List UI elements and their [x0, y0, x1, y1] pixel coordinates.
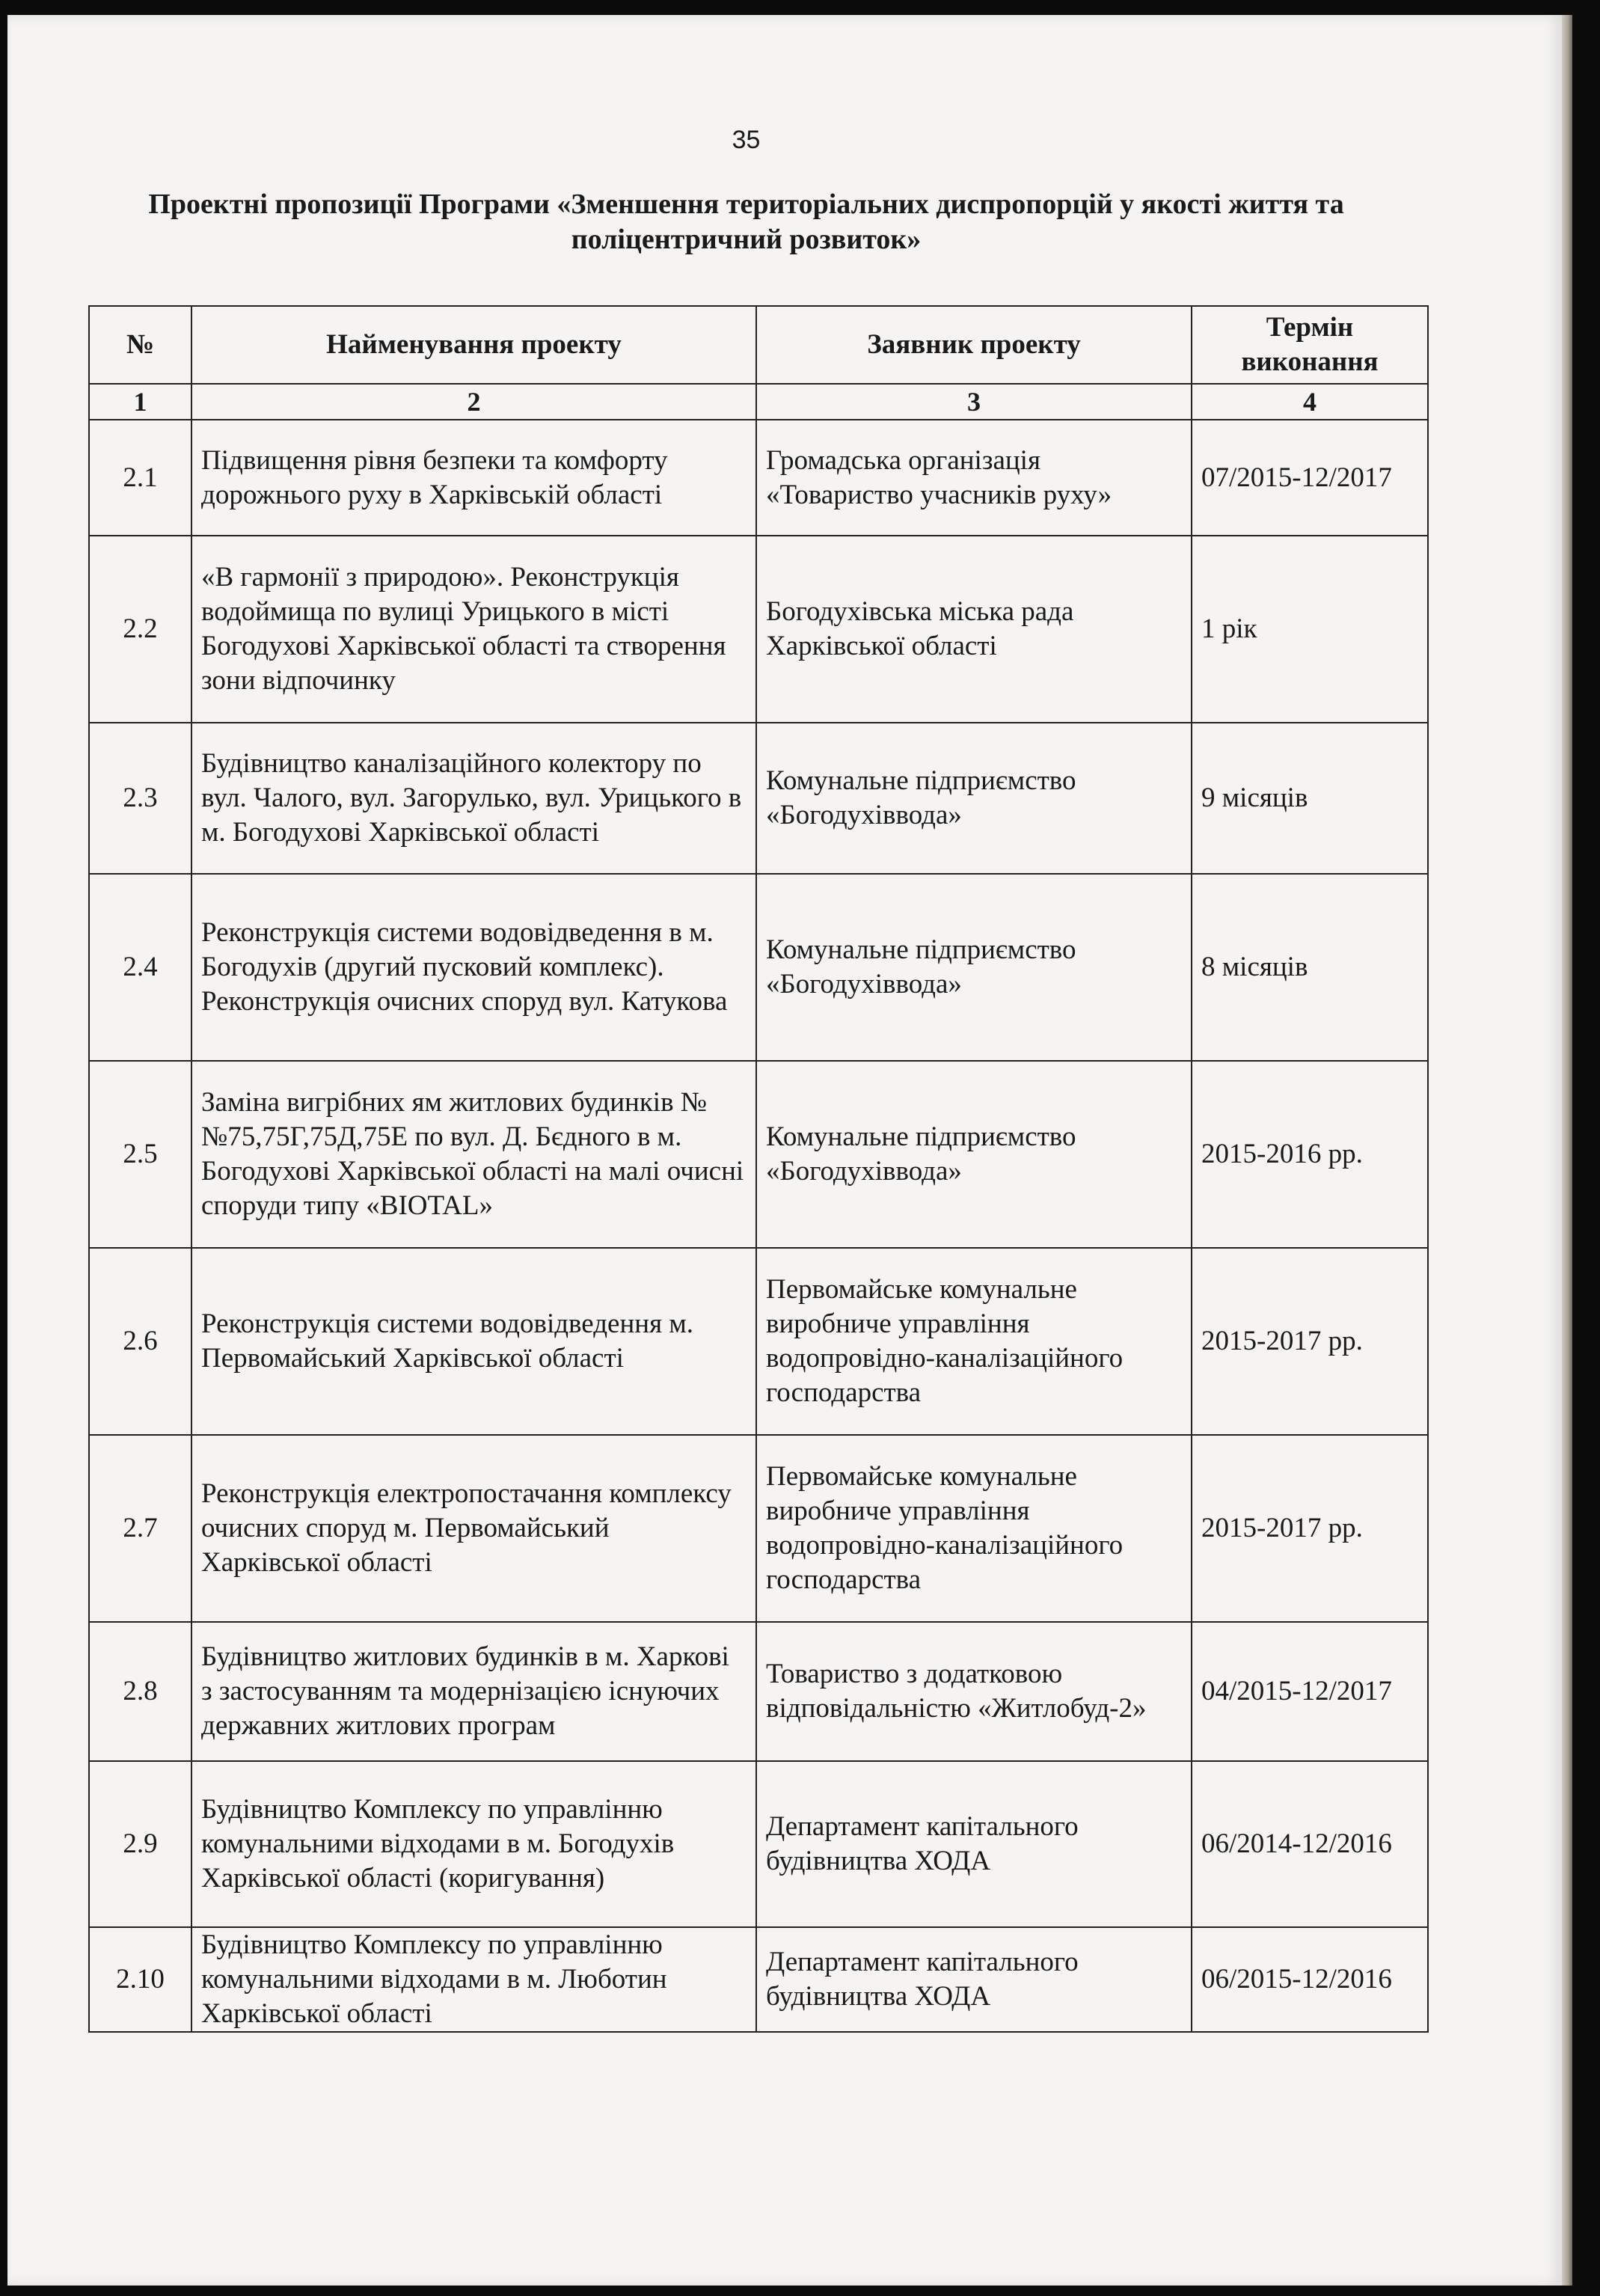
project-name: Підвищення рівня безпеки та комфорту дорожнього руху в Харківській області [191, 420, 756, 536]
project-term: 2015-2016 рр. [1192, 1061, 1428, 1248]
column-number: 4 [1192, 384, 1428, 420]
project-term: 06/2015-12/2016 [1192, 1927, 1428, 2032]
project-applicant: Комунальне підприємство «Богодухівводa» [756, 874, 1192, 1061]
table-row [89, 536, 1428, 723]
row-number: 2.7 [89, 1435, 191, 1622]
header-term: Термін виконання [1192, 306, 1428, 384]
project-applicant: Товариство з додатковою відповідальністю «Житлобуд-2» [756, 1622, 1192, 1761]
project-applicant: Комунальне підприємство «Богодухівводa» [756, 723, 1192, 874]
table-row [89, 1248, 1428, 1435]
project-name: Реконструкція системи водовідведення в м. Богодухів (другий пусковий комплекс). Реконструкція очисних споруд вул. Катукова [191, 874, 756, 1061]
project-term: 8 місяців [1192, 874, 1428, 1061]
project-applicant: Громадська організація «Товариство учасників руху» [756, 420, 1192, 536]
project-term: 07/2015-12/2017 [1192, 420, 1428, 536]
row-number: 2.9 [89, 1761, 191, 1927]
project-applicant: Богодухівська міська рада Харківської області [756, 536, 1192, 723]
project-name: Будівництво Комплексу по управлінню комунальними відходами в м. Богодухів Харківської області (коригування) [191, 1761, 756, 1927]
project-name: Будівництво житлових будинків в м. Харкові з застосуванням та модернізацією існуючих державних житлових програм [191, 1622, 756, 1761]
project-name: Реконструкція системи водовідведення м. Первомайський Харківської області [191, 1248, 756, 1435]
project-name: Будівництво Комплексу по управлінню комунальними відходами в м. Люботин Харківської області [191, 1927, 756, 2032]
table-row [89, 874, 1428, 1061]
document-title: Проектні пропозиції Програми «Зменшення територіальних диспропорцій у якості життя та поліцентричний розвиток» [148, 189, 1344, 255]
header-applicant: Заявник проекту [756, 306, 1192, 384]
project-applicant: Комунальне підприємство «Богодухівводa» [756, 1061, 1192, 1248]
table-header-row [89, 306, 1428, 384]
row-number: 2.4 [89, 874, 191, 1061]
project-term: 04/2015-12/2017 [1192, 1622, 1428, 1761]
row-number: 2.8 [89, 1622, 191, 1761]
row-number: 2.6 [89, 1248, 191, 1435]
column-number-row [89, 384, 1428, 420]
row-number: 2.2 [89, 536, 191, 723]
header-project-name: Найменування проекту [191, 306, 756, 384]
project-name: Будівництво каналізаційного колектору по вул. Чалого, вул. Загорулько, вул. Урицького в м. Богодухові Харківської області [191, 723, 756, 874]
table-row [89, 420, 1428, 536]
column-number: 1 [89, 384, 191, 420]
project-applicant: Департамент капітального будівництва ХОДА [756, 1761, 1192, 1927]
table-row [89, 1061, 1428, 1248]
table-row [89, 1761, 1428, 1927]
project-name: Реконструкція електропостачання комплексу очисних споруд м. Первомайський Харківської області [191, 1435, 756, 1622]
table-row [89, 723, 1428, 874]
column-number: 3 [756, 384, 1192, 420]
row-number: 2.1 [89, 420, 191, 536]
column-number: 2 [191, 384, 756, 420]
project-applicant: Департамент капітального будівництва ХОДА [756, 1927, 1192, 2032]
project-term: 2015-2017 рр. [1192, 1248, 1428, 1435]
row-number: 2.3 [89, 723, 191, 874]
page-edge [1562, 15, 1572, 2286]
project-name: «В гармонії з природою». Реконструкція водоймища по вулиці Урицького в місті Богодухові Харківської області та створення зони відпочинку [191, 536, 756, 723]
projects-table [88, 305, 1429, 2033]
project-term: 2015-2017 рр. [1192, 1435, 1428, 1622]
page-number: 35 [732, 126, 761, 154]
project-applicant: Первомайське комунальне виробниче управління водопровідно-каналізаційного господарства [756, 1248, 1192, 1435]
row-number: 2.10 [89, 1927, 191, 2032]
project-term: 06/2014-12/2016 [1192, 1761, 1428, 1927]
table-row [89, 1927, 1428, 2032]
project-term: 1 рік [1192, 536, 1428, 723]
row-number: 2.5 [89, 1061, 191, 1248]
project-name: Заміна вигрібних ям житлових будинків №№75,75Г,75Д,75Е по вул. Д. Бєдного в м. Богодухові Харківської області на малі очисні споруди типу «BIOTAL» [191, 1061, 756, 1248]
header-number: № [89, 306, 191, 384]
project-applicant: Первомайське комунальне виробниче управління водопровідно-каналізаційного господарства [756, 1435, 1192, 1622]
project-term: 9 місяців [1192, 723, 1428, 874]
table-row [89, 1435, 1428, 1622]
table-row [89, 1622, 1428, 1761]
